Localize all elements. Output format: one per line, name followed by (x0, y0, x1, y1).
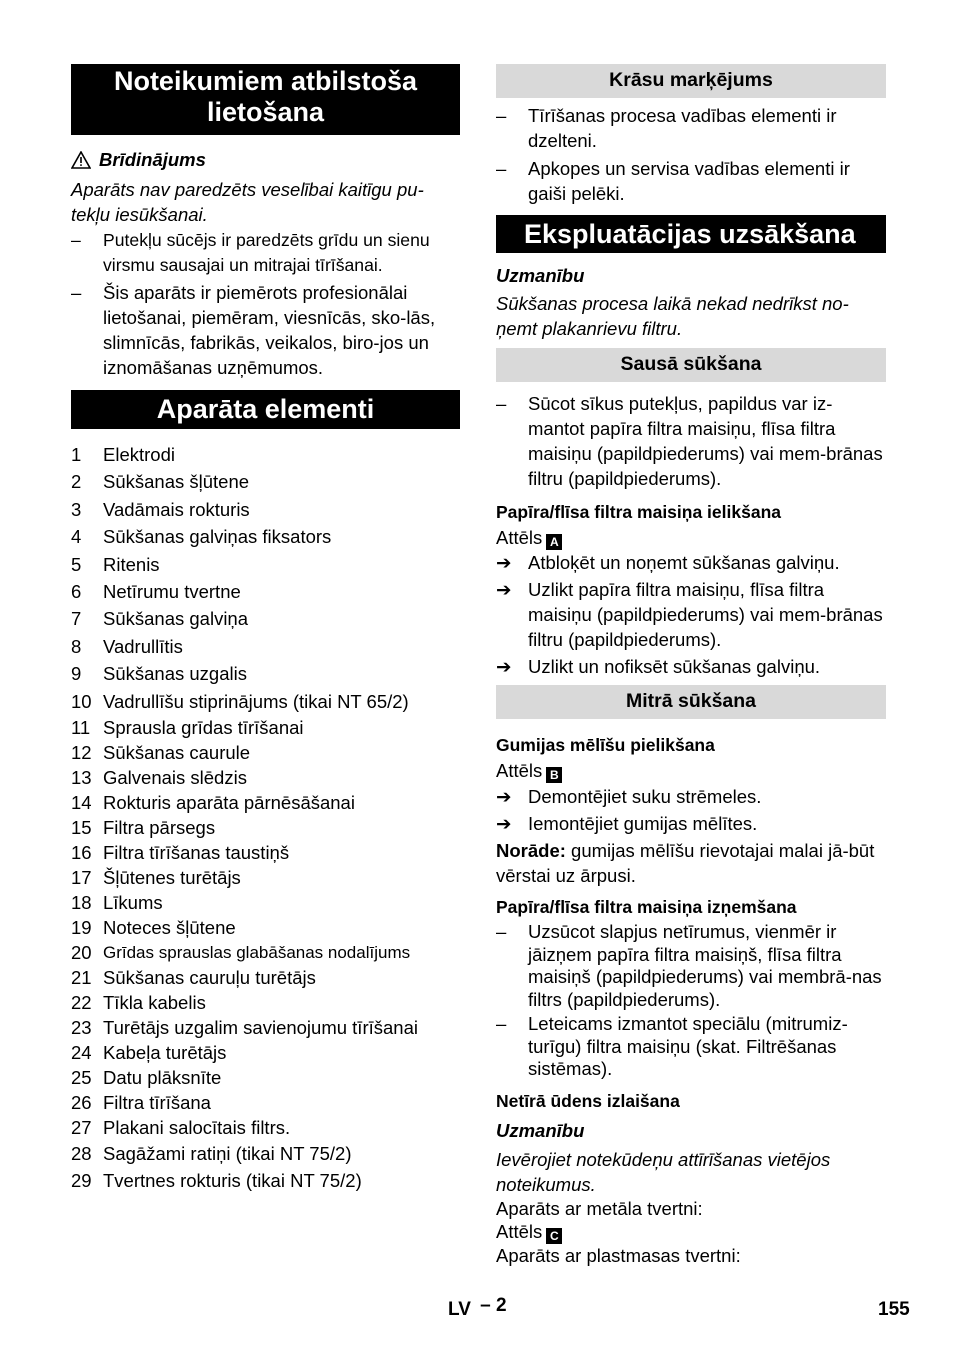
dash-bullet: – (496, 105, 507, 126)
list-item (496, 921, 886, 1011)
element-label: Sprausla grīdas tīrīšanai (103, 717, 304, 739)
step-text: Atbloķēt un noņemt sūkšanas galviņu. (528, 552, 840, 573)
list-item-text: Uzsūcot slapjus netīrumus, vienmēr ir jāizņem papīra filtra maisiņš, flīsa filtra maisiņš (papildpiederums) vai membrā-nas filtrs (papildpiederums). (528, 921, 882, 1010)
element-list-item (71, 815, 460, 840)
element-label: Sūkšanas cauruļu turētājs (103, 967, 316, 989)
list-item-text: Tīrīšanas procesa vadības elementi ir dzelteni. (528, 105, 837, 151)
element-number: 18 (71, 892, 92, 914)
element-number: 4 (71, 526, 82, 548)
insert-steps (496, 550, 886, 679)
page-number: 155 (878, 1299, 910, 1320)
step-text: Uzlikt papīra filtra maisiņu, flīsa filtra maisiņu (papildpiederums) vai mem-brānas filtru (papildpiederums). (528, 579, 883, 650)
element-number: 19 (71, 917, 92, 939)
element-label: Ritenis (103, 553, 160, 575)
list-item-text: Sūcot sīkus putekļus, papildus var iz-mantot papīra filtra maisiņu, flīsa filtra maisiņu (papildpiederums) vai mem-brānas filtru (papildpiederums). (528, 393, 883, 489)
element-label: Rokturis aparāta pārnēsāšanai (103, 792, 355, 814)
figure-label: Attēls (496, 527, 543, 548)
figure-letter-c: C (546, 1228, 562, 1244)
section-title-device-elements: Aparāta elementi (71, 390, 460, 429)
dash-bullet: – (496, 921, 507, 942)
section-title-wet-vacuuming: Mitrā sūkšana (496, 685, 886, 719)
list-item-text: Leteicams izmantot speciālu (mitrumiz-turīgu) filtra maisiņu (skat. Filtrēšanas sistēmas). (528, 1013, 848, 1079)
element-list-item (71, 965, 460, 990)
sub-heading-paper-remove: Papīra/flīsa filtra maisiņa izņemšana (496, 897, 797, 917)
arrow-right-icon: ➔ (496, 656, 512, 677)
arrow-right-icon: ➔ (496, 786, 512, 807)
element-list-item (71, 765, 460, 790)
element-label: Vadrullīšu stiprinājums (tikai NT 65/2) (103, 690, 409, 712)
note (496, 838, 886, 888)
section-title-intended-use: Noteikumiem atbilstoša lietošana (71, 64, 460, 135)
element-number: 10 (71, 690, 92, 712)
element-list-item (71, 1167, 460, 1194)
drain-caution-label: Uzmanību (496, 1119, 585, 1141)
element-number: 23 (71, 1017, 92, 1039)
element-label: Elektrodi (103, 444, 175, 465)
drain-caution-text: Ievērojiet notekūdeņu attīrīšanas vietējos noteikumus. (496, 1148, 831, 1195)
element-list-item (71, 915, 460, 940)
list-item (71, 228, 460, 278)
step-text: Uzlikt un nofiksēt sūkšanas galviņu. (528, 656, 821, 677)
element-list-item (71, 865, 460, 890)
warning-label: Brīdinājums (99, 149, 206, 170)
element-number: 6 (71, 581, 82, 603)
element-number: 29 (71, 1170, 92, 1192)
element-list-item (71, 715, 460, 740)
element-list-item (71, 1040, 460, 1065)
element-label: Grīdas sprauslas glabāšanas nodalījums (103, 943, 411, 963)
element-list-item (71, 840, 460, 865)
step-item (496, 811, 886, 836)
list-item (71, 280, 460, 380)
figure-label: Attēls (496, 760, 543, 781)
color-list (496, 103, 886, 206)
element-label: Vadāmais rokturis (103, 498, 250, 520)
element-list-item (71, 990, 460, 1015)
element-list-item (71, 578, 460, 605)
element-number: 22 (71, 992, 92, 1014)
element-list-item (71, 441, 460, 468)
list-item (496, 156, 886, 206)
element-number: 21 (71, 967, 92, 989)
element-label: Netīrumu tvertne (103, 581, 241, 603)
element-number: 17 (71, 867, 92, 889)
section-title-dry-vacuuming: Sausā sūkšana (496, 348, 886, 382)
metal-container-text: Aparāts ar metāla tvertni: (496, 1197, 703, 1219)
element-number: 16 (71, 842, 92, 864)
footer-sub-page: – 2 (480, 1295, 507, 1316)
arrow-right-icon: ➔ (496, 579, 512, 600)
left-column (71, 64, 460, 1195)
element-list-item (71, 660, 460, 687)
list-item (496, 391, 886, 491)
element-number: 5 (71, 553, 82, 575)
element-number: 8 (71, 635, 82, 657)
element-number: 24 (71, 1042, 92, 1064)
element-list-item (71, 523, 460, 550)
figure-label: Attēls (496, 1220, 543, 1242)
plastic-container-text: Aparāts ar plastmasas tvertni: (496, 1244, 741, 1266)
element-list-item (71, 890, 460, 915)
element-label: Sūkšanas caurule (103, 742, 251, 764)
dash-bullet: – (71, 282, 82, 303)
element-number: 14 (71, 792, 92, 814)
element-label: Tvertnes rokturis (tikai NT 75/2) (103, 1170, 362, 1192)
element-list-item (71, 740, 460, 765)
footer-lang-code: LV (448, 1299, 471, 1320)
figure-ref-c (496, 1220, 886, 1244)
element-number: 7 (71, 608, 82, 630)
element-list-item (71, 1015, 460, 1040)
element-list-item (71, 1090, 460, 1115)
element-number: 20 (71, 942, 92, 964)
element-list-item (71, 468, 460, 495)
element-number: 13 (71, 767, 92, 789)
element-list-item (71, 1140, 460, 1167)
note-label: Norāde: (496, 840, 566, 861)
figure-letter-a: A (546, 534, 562, 550)
element-list-item (71, 551, 460, 578)
list-item-text: Apkopes un servisa vadības elementi ir gaiši pelēki. (528, 158, 850, 204)
list-item-text: Šis aparāts ir piemērots profesionālai lietošanai, piemēram, viesnīcās, sko-lās, slimnīcās, fabrikās, veikalos, biro-jos un iznomāšanas uzņēmumos. (103, 282, 436, 378)
element-label: Noteces šļūtene (103, 917, 236, 939)
right-column (496, 64, 886, 1267)
element-number: 2 (71, 471, 82, 493)
element-number: 26 (71, 1092, 92, 1114)
element-label: Filtra tīrīšana (103, 1092, 211, 1114)
step-text: Iemontējiet gumijas mēlītes. (528, 813, 758, 834)
element-number: 3 (71, 498, 82, 520)
arrow-right-icon: ➔ (496, 552, 512, 573)
element-label: Filtra tīrīšanas taustiņš (103, 842, 290, 864)
sub-heading-drain: Netīrā ūdens izlaišana (496, 1090, 680, 1111)
element-number: 15 (71, 817, 92, 839)
elements-list (71, 441, 460, 1195)
element-number: 25 (71, 1067, 92, 1089)
element-label: Šļūtenes turētājs (103, 867, 241, 889)
element-label: Sūkšanas uzgalis (103, 663, 247, 685)
footer-language (448, 1297, 507, 1322)
step-text: Demontējiet suku strēmeles. (528, 786, 762, 807)
figure-ref-b (496, 758, 886, 783)
sub-heading-rubber-lips: Gumijas mēlīšu pielikšana (496, 735, 715, 755)
list-item-text: Putekļu sūcējs ir paredzēts grīdu un sienu virsmu sausajai un mitrajai tīrīšanai. (103, 230, 430, 275)
element-list-item (71, 605, 460, 632)
dash-bullet: – (71, 230, 81, 250)
warning-triangle-icon (71, 151, 91, 169)
sub-heading-paper-insert: Papīra/flīsa filtra maisiņa ielikšana (496, 502, 781, 522)
warning-text: Aparāts nav paredzēts veselībai kaitīgu pu-tekļu iesūkšanai. (71, 179, 424, 225)
step-item (496, 784, 886, 809)
element-list-item (71, 633, 460, 660)
element-label: Datu plāksnīte (103, 1067, 222, 1089)
element-list-item (71, 940, 460, 965)
step-item (496, 550, 886, 575)
element-label: Turētājs uzgalim savienojumu tīrīšanai (103, 1017, 418, 1039)
element-label: Vadrullītis (103, 635, 183, 657)
element-list-item (71, 688, 460, 715)
element-label: Filtra pārsegs (103, 817, 216, 839)
section-title-color-marking: Krāsu marķējums (496, 64, 886, 98)
element-label: Sūkšanas galviņa (103, 608, 249, 630)
step-item (496, 577, 886, 652)
caution-label: Uzmanību (496, 265, 585, 286)
element-label: Tīkla kabelis (103, 992, 206, 1014)
element-number: 9 (71, 663, 82, 685)
element-list-item (71, 1065, 460, 1090)
warning-heading (71, 147, 460, 172)
figure-ref-a (496, 525, 886, 550)
caution-text: Sūkšanas procesa laikā nekad nedrīkst no-ņemt plakanrievu filtru. (496, 293, 849, 339)
dash-bullet: – (496, 158, 507, 179)
figure-letter-b: B (546, 767, 562, 783)
element-label: Kabeļa turētājs (103, 1042, 227, 1064)
element-list-item (71, 1115, 460, 1140)
dash-bullet: – (496, 1013, 507, 1034)
element-label: Līkums (103, 892, 163, 914)
list-item (496, 1013, 886, 1081)
element-label: Sūkšanas šļūtene (103, 471, 250, 493)
element-list-item (71, 790, 460, 815)
element-number: 11 (71, 717, 91, 739)
element-label: Galvenais slēdzis (103, 767, 247, 789)
element-number: 28 (71, 1143, 92, 1165)
element-list-item (71, 496, 460, 523)
usage-list (71, 228, 460, 380)
element-number: 12 (71, 742, 92, 764)
element-label: Sagāžami ratiņi (tikai NT 75/2) (103, 1143, 352, 1165)
element-label: Plakani salocītais filtrs. (103, 1117, 291, 1139)
list-item (496, 103, 886, 153)
element-number: 27 (71, 1117, 92, 1139)
arrow-right-icon: ➔ (496, 813, 512, 834)
section-title-start-up: Ekspluatācijas uzsākšana (496, 215, 886, 253)
element-number: 1 (71, 444, 82, 465)
note-text: gumijas mēlīšu rievotajai malai jā-būt vērstai uz ārpusi. (496, 840, 875, 886)
dash-bullet: – (496, 393, 507, 414)
element-label: Sūkšanas galviņas fiksators (103, 526, 332, 548)
step-item (496, 654, 886, 679)
